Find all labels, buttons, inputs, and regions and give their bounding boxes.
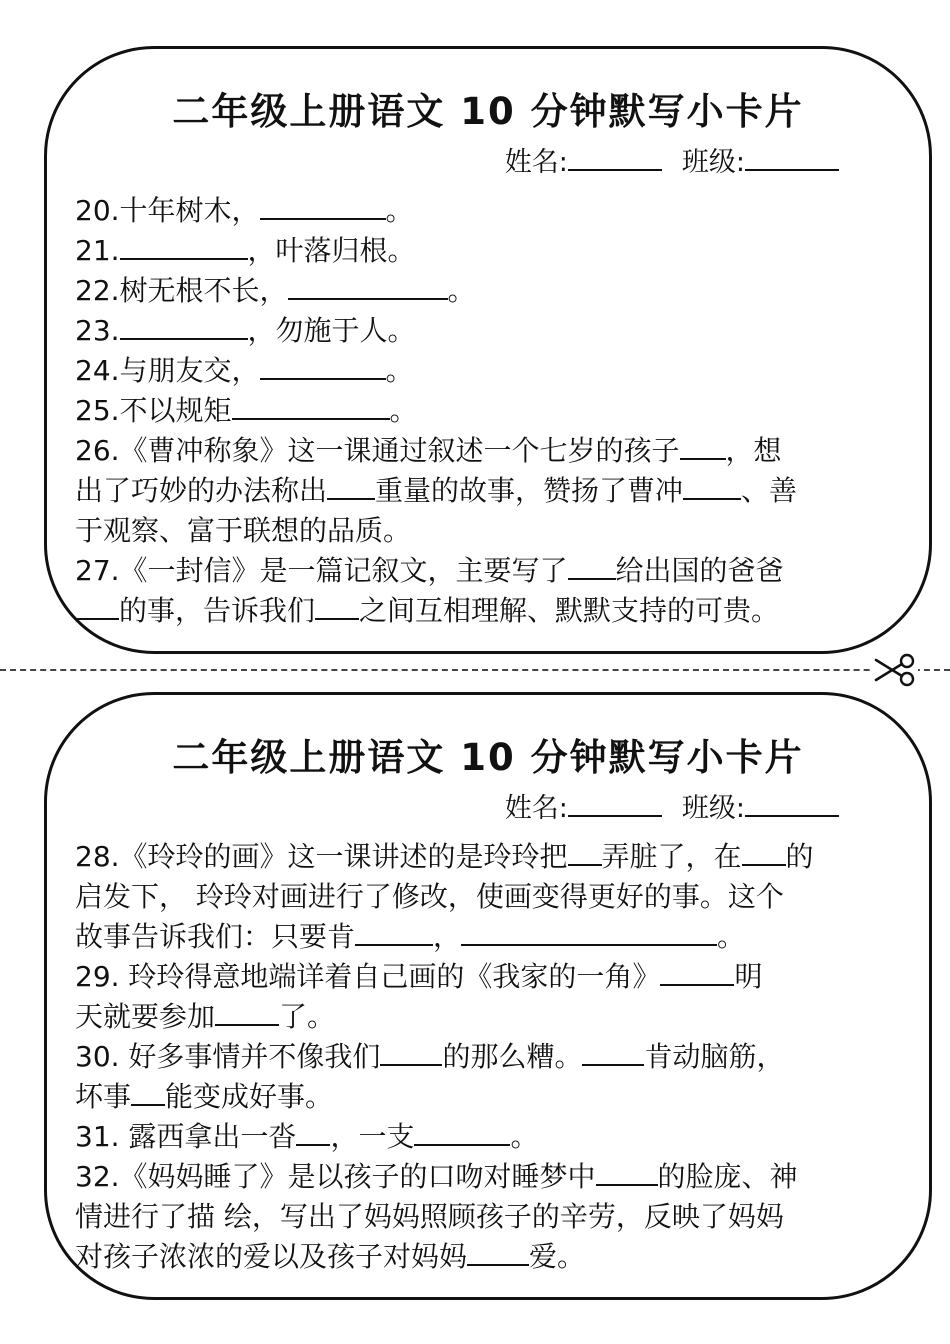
question-list: [75, 837, 911, 1277]
answer-blank[interactable]: [120, 314, 248, 340]
answer-blank[interactable]: [683, 474, 741, 500]
answer-blank[interactable]: [232, 394, 390, 420]
question-30-line-2: 坏事 能变成好事。: [75, 1080, 334, 1113]
name-blank[interactable]: [568, 147, 662, 171]
class-label: 班级:: [681, 147, 745, 178]
question-27-line-1: 27.《一封信》是一篇记叙文，主要写了 给出国的爸爸: [75, 554, 784, 587]
question-20: 20.十年树木， 。: [75, 194, 414, 227]
answer-blank[interactable]: [742, 840, 786, 866]
question-25: 25.不以规矩 。: [75, 394, 418, 427]
question-27-line-2: 的事，告诉我们 之间互相理解、默默支持的可贵。: [75, 591, 911, 631]
question-30-line-1: 30. 好多事情并不像我们 的那么糟。 肯动脑筋，: [75, 1040, 785, 1073]
name-label: 姓名:: [504, 147, 568, 178]
card-title: 二年级上册语文 10 分钟默写小卡片: [172, 736, 804, 779]
class-label: 班级:: [681, 793, 745, 824]
question-23: 23. ，勿施于人。: [75, 314, 416, 347]
question-31: 31. 露西拿出一沓 ，一支 。: [75, 1120, 539, 1153]
answer-blank[interactable]: [315, 594, 359, 620]
question-28-line-1: 28.《玲玲的画》这一课讲述的是玲玲把 弄脏了，在 的: [75, 840, 814, 873]
question-29-line-2: 天就要参加 了。: [75, 1000, 336, 1033]
question-list: [75, 191, 911, 631]
answer-blank[interactable]: [680, 434, 726, 460]
answer-blank[interactable]: [414, 1120, 510, 1146]
class-blank[interactable]: [745, 793, 839, 817]
answer-blank[interactable]: [467, 1240, 529, 1266]
question-32-line-1: 32.《妈妈睡了》是以孩子的口吻对睡梦中 的脸庞、神: [75, 1160, 798, 1193]
name-class-row: [505, 145, 839, 181]
question-28-line-3: 故事告诉我们：只要肯 ， 。: [75, 920, 746, 953]
answer-blank[interactable]: [568, 554, 616, 580]
question-28-line-2: 启发下， 玲玲对画进行了修改，使画变得更好的事。这个: [75, 880, 784, 913]
answer-blank[interactable]: [582, 1040, 644, 1066]
scissors-icon: [872, 652, 918, 688]
question-29-line-1: 29. 玲玲得意地端详着自己画的《我家的一角》 明: [75, 960, 763, 993]
question-32-line-2: 情进行了描 绘，写出了妈妈照顾孩子的辛劳，反映了妈妈: [75, 1200, 784, 1233]
answer-blank[interactable]: [260, 194, 386, 220]
answer-blank[interactable]: [660, 960, 734, 986]
answer-blank[interactable]: [596, 1160, 658, 1186]
question-26-line-3: 于观察、富于联想的品质。: [75, 514, 412, 547]
answer-blank[interactable]: [120, 234, 248, 260]
card-title: 二年级上册语文 10 分钟默写小卡片: [172, 90, 804, 133]
name-label: 姓名:: [504, 793, 568, 824]
answer-blank[interactable]: [215, 1000, 279, 1026]
answer-blank[interactable]: [296, 1120, 330, 1146]
cut-line: [0, 669, 950, 671]
class-blank[interactable]: [745, 147, 839, 171]
answer-blank[interactable]: [288, 274, 448, 300]
answer-blank[interactable]: [568, 840, 602, 866]
dictation-card-1: [44, 46, 932, 654]
answer-blank[interactable]: [355, 920, 433, 946]
question-26-line-2: 出了巧妙的办法称出 重量的故事，赞扬了曹冲 、善: [75, 474, 798, 507]
name-class-row: [505, 791, 839, 827]
question-32-line-3: 对孩子浓浓的爱以及孩子对妈妈 爱。: [75, 1240, 586, 1273]
answer-blank[interactable]: [131, 1080, 165, 1106]
question-24: 24.与朋友交， 。: [75, 354, 414, 387]
answer-blank[interactable]: [380, 1040, 442, 1066]
answer-blank[interactable]: [75, 594, 119, 620]
answer-blank[interactable]: [260, 354, 386, 380]
answer-blank[interactable]: [461, 920, 717, 946]
dictation-card-2: [44, 692, 932, 1300]
answer-blank[interactable]: [327, 474, 375, 500]
question-26-line-1: 26.《曹冲称象》这一课通过叙述一个七岁的孩子 ，想: [75, 434, 782, 467]
name-blank[interactable]: [568, 793, 662, 817]
question-21: 21. ，叶落归根。: [75, 234, 416, 267]
question-22: 22.树无根不长， 。: [75, 274, 476, 307]
